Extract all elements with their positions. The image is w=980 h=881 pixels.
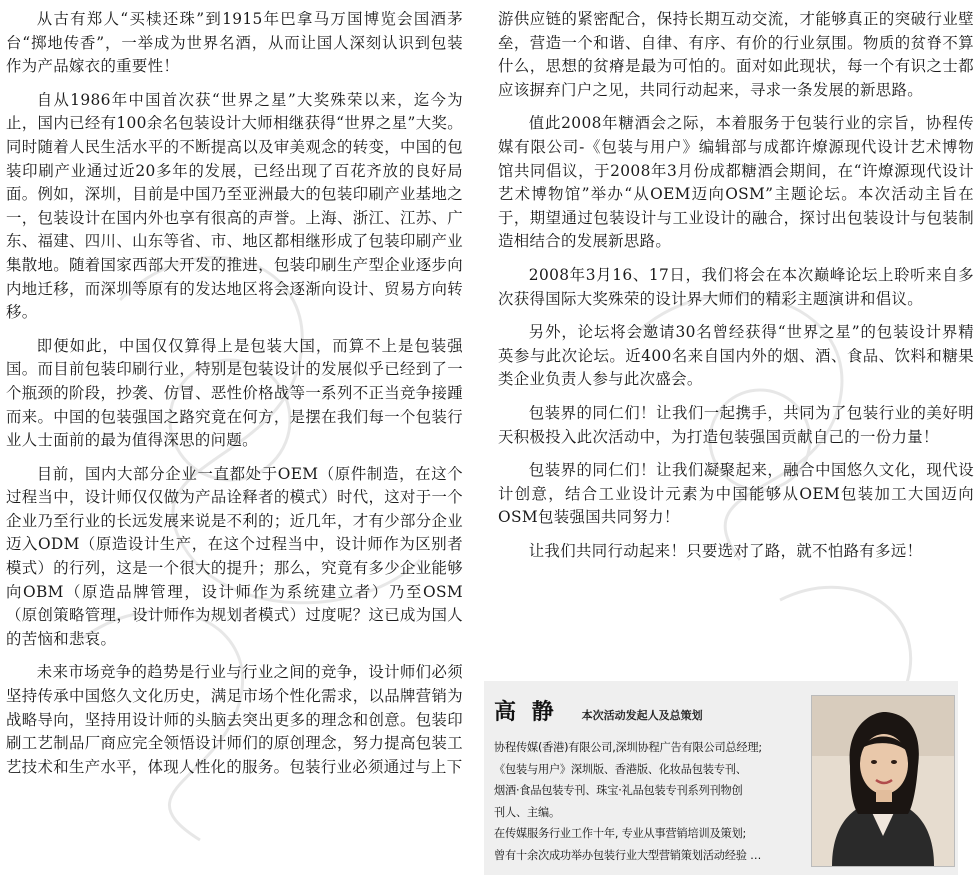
paragraph-continuation: 游供应链的紧密配合，保持长期互动交流，才能够真正的突破行业壁垒，营造一个和谐、自律、有序、有价的行业氛围。物质的贫脊不算什么，思想的贫瘠是最为可怕的。面对如此现状，每一个有识之士都应该摒弃门户之见，共同行动起来，寻求一条发展的新思路。 [498,10,974,99]
paragraph: 未来市场竞争的趋势是行业与行业之间的竞争，设计师们必须坚持传承中国悠久文化历史，满足市场个性化需求，以品牌营销为战略导向，坚持用设计师的头脑去突出更多的理念和创意。包装印刷工艺制品厂商应完全领悟设计师们的原创理念，努力提高包装工艺技术和生产水平，体现人性化的服务。包装行业必须通过与上下 [6,663,463,776]
paragraph: 包装界的同仁们！让我们凝聚起来，融合中国悠久文化，现代设计创意，结合工业设计元素为中国能够从OEM包装加工大国迈向OSM包装强国共同努力！ [498,461,974,527]
paragraph: 自从1986年中国首次获“世界之星”大奖殊荣以来，迄今为止，国内已经有100余名包装设计大师相继获得“世界之星”大奖。同时随着人民生活水平的不断提高以及审美观念的转变，中国的包装印刷产业通过近20多年的发展，已经出现了百花齐放的良好局面。例如，深圳，目前是中国乃至亚洲最大的包装印刷产业基地之一，包装设计在国内外也享有很高的声誉。上海、浙江、江苏、广东、福建、四川、山东等省、市、地区都相继形成了包装印刷产业集散地。随着国家西部大开发的推进，包装印刷生产型企业逐步向内地迁移，而深圳等原有的发达地区将会逐渐向设计、贸易方向转移。 [6,90,463,322]
bio-line: 协程传媒(香港)有限公司,深圳协程广告有限公司总经理; [494,741,762,754]
bio-line: 烟酒·食品包装专刊、珠宝·礼品包装专刊系列刊物创 [494,784,743,797]
article-right-column [498,8,974,573]
bio-description [494,737,794,866]
bio-header [494,695,703,726]
paragraph: 2008年3月16、17日，我们将会在本次巅峰论坛上聆听来自多次获得国际大奖殊荣的设计界大师们的精彩主题演讲和倡议。 [498,265,974,308]
paragraph: 包装界的同仁们！让我们一起携手，共同为了包装行业的美好明天积极投入此次活动中，为打造包装强国贡献自己的一份力量！ [498,403,974,446]
paragraph: 让我们共同行动起来！只要选对了路，就不怕路有多远！ [528,541,923,560]
paragraph: 值此2008年糖酒会之际，本着服务于包装行业的宗旨，协程传媒有限公司-《包装与用户》编辑部与成都许燎源现代设计艺术博物馆共同倡议，于2008年3月份成都糖酒会期间，在“许燎源现代设计艺术博物馆”举办“从OEM迈向OSM”主题论坛。本次活动主旨在于，期望通过包装设计与工业设计的融合，探讨出包装设计与包装制造相结合的发展新思路。 [498,114,974,251]
portrait-photo [811,695,955,867]
author-bio-box [484,681,958,875]
paragraph: 另外，论坛将会邀请30名曾经获得“世界之星”的包装设计界精英参与此次论坛。近400名来自国内外的烟、酒、食品、饮料和糖果类企业负责人参与此次盛会。 [498,323,974,389]
article-left-column [6,8,463,789]
bio-name: 高 静 [494,700,558,725]
bio-line: 曾有十余次成功举办包装行业大型营销策划活动经验 … [494,848,762,862]
paragraph: 即便如此，中国仅仅算得上是包装大国，而算不上是包装强国。而目前包装印刷行业，特别是包装设计的发展似乎已经到了一个瓶颈的阶段，抄袭、仿冒、恶性价格战等一系列不正当竞争接踵而来。中国的包装强国之路究竟在何方，是摆在我们每一个包装行业人士面前的最为值得深思的问题。 [6,336,463,450]
bio-line: 《包装与用户》深圳版、香港版、化妆品包装专刊、 [494,762,747,776]
bio-line: 在传媒服务行业工作十年, 专业从事营销培训及策划; [494,827,747,840]
paragraph: 目前，国内大部分企业一直都处于OEM（原件制造，在这个过程当中，设计师仅仅做为产品诠释者的模式）时代，这对于一个企业乃至行业的长远发展来说是不利的；近几年，才有少部分企业迈入ODM（原造设计生产，在这个过程当中，设计师作为区别者模式）的行列，这是一个很大的提升；那么，究竟有多少企业能够向OBM（原造品牌管理，设计师作为系统建立者）乃至OSM（原创策略管理，设计师作为规划者模式）过度呢？这已成为国人的苦恼和悲哀。 [6,464,463,648]
bio-line: 刊人、主编。 [494,805,560,819]
portrait-illustration [812,696,954,866]
bio-role: 本次活动发起人及总策划 [581,709,703,722]
paragraph: 从古有郑人“买椟还珠”到1915年巴拿马万国博览会国酒茅台“掷地传香”，一举成为世界名酒，从而让国人深刻认识到包装作为产品嫁衣的重要性！ [6,10,463,76]
